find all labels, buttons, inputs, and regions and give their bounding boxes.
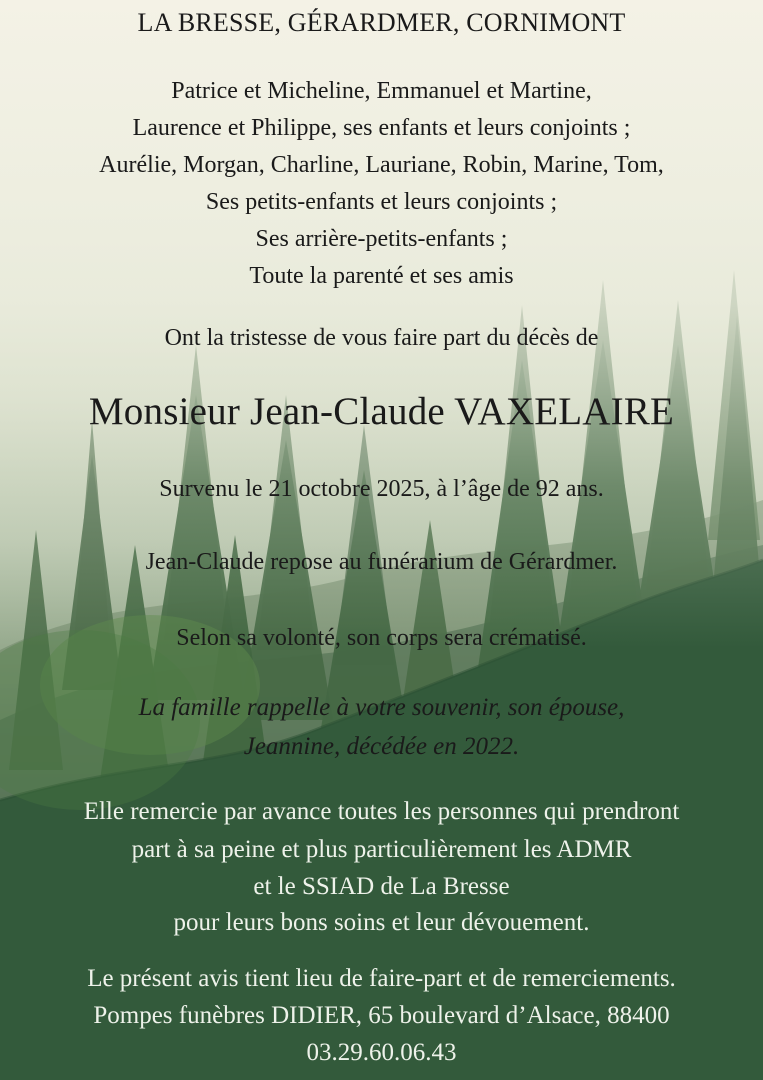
phone-number: 03.29.60.06.43 <box>306 1039 457 1066</box>
rest-place-line: Jean-Claude repose au funérarium de Gérardmer. <box>145 549 618 575</box>
remembrance-line-1: La famille rappelle à votre souvenir, son épouse, <box>138 694 625 721</box>
family-line-3: Aurélie, Morgan, Charline, Lauriane, Robin, Marine, Tom, <box>99 152 664 178</box>
footer-line-2: Pompes funèbres DIDIER, 65 boulevard d’Alsace, 88400 <box>93 1002 670 1029</box>
wishes-line: Selon sa volonté, son corps sera crématisé. <box>176 625 587 651</box>
deceased-name: Monsieur Jean-Claude VAXELAIRE <box>88 390 675 433</box>
family-line-1: Patrice et Micheline, Emmanuel et Martine, <box>171 78 592 104</box>
family-line-6: Toute la parenté et ses amis <box>249 263 514 289</box>
family-line-4: Ses petits-enfants et leurs conjoints ; <box>205 189 558 215</box>
family-line-2: Laurence et Philippe, ses enfants et leurs conjoints ; <box>132 115 631 141</box>
family-line-5: Ses arrière-petits-enfants ; <box>255 226 508 252</box>
thanks-line-3: et le SSIAD de La Bresse <box>253 873 510 900</box>
thanks-line-2: part à sa peine et plus particulièrement les ADMR <box>131 836 632 863</box>
announcement-intro: Ont la tristesse de vous faire part du décès de <box>164 325 599 351</box>
locations-heading: LA BRESSE, GÉRARDMER, CORNIMONT <box>137 8 626 37</box>
footer-line-1: Le présent avis tient lieu de faire-part et de remerciements. <box>87 965 676 992</box>
remembrance-line-2: Jeannine, décédée en 2022. <box>243 733 520 760</box>
death-date-line: Survenu le 21 octobre 2025, à l’âge de 92 ans. <box>159 476 604 502</box>
thanks-line-4: pour leurs bons soins et leur dévouement. <box>173 909 590 936</box>
thanks-line-1: Elle remercie par avance toutes les personnes qui prendront <box>83 798 680 825</box>
